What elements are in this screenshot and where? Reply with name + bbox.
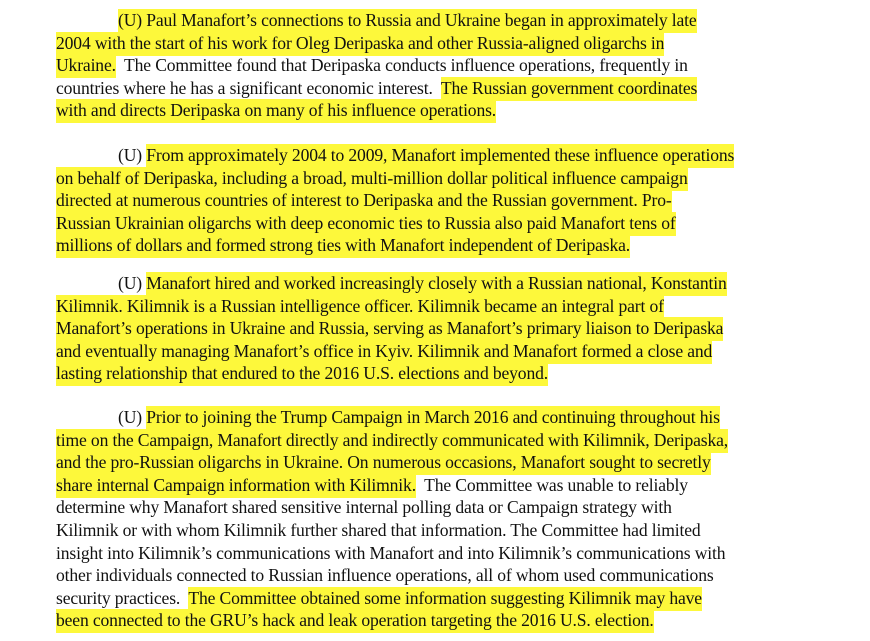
paragraph-line [56, 167, 816, 190]
line-segment: other individuals connected to Russian influence operations, all of whom used communications [56, 565, 714, 586]
line-segment: millions of dollars and formed strong ties with Manafort independent of Deripaska. [56, 234, 630, 258]
line-segment: Paul Manafort’s connections to Russia and Ukraine began in approximately late [146, 10, 697, 30]
classification-marker: (U) [118, 407, 142, 427]
line-segment: share internal Campaign information with Kilimnik. [56, 474, 416, 498]
line-segment: on behalf of Deripaska, including a broad, multi-million dollar political influence campaign [56, 167, 688, 191]
paragraph-line [56, 362, 816, 385]
line-segment: Russian Ukrainian oligarchs with deep economic ties to Russia also paid Manafort tens of [56, 212, 676, 236]
line-segment: with and directs Deripaska on many of his influence operations. [56, 99, 496, 123]
paragraph-line [56, 340, 816, 363]
classification-marker: (U) [118, 10, 142, 30]
line-segment: Kilimnik or with whom Kilimnik further shared that information. The Committee had limited [56, 519, 701, 540]
line-segment: From approximately 2004 to 2009, Manafort implemented these influence operations [146, 144, 734, 168]
line-segment: Manafort’s operations in Ukraine and Russia, serving as Manafort’s primary liaison to Deripaska [56, 317, 723, 341]
paragraph-line [56, 99, 816, 122]
line-segment: The Committee found that Deripaska conducts influence operations, frequently in [115, 55, 688, 76]
paragraph-line [56, 587, 816, 610]
paragraph-line [56, 295, 816, 318]
paragraph-line [56, 496, 816, 519]
line-segment: and the pro-Russian oligarchs in Ukraine. On numerous occasions, Manafort sought to secretly [56, 451, 711, 475]
paragraph-line [56, 474, 816, 497]
line-segment: time on the Campaign, Manafort directly and indirectly communicated with Kilimnik, Deripaska, [56, 429, 728, 453]
paragraph-line [56, 189, 816, 212]
line-segment: 2004 with the start of his work for Oleg Deripaska and other Russia-aligned oligarchs in [56, 32, 664, 56]
paragraph-line [56, 9, 816, 32]
paragraph-line [56, 406, 816, 429]
line-segment: insight into Kilimnik’s communications with Manafort and into Kilimnik’s communications with [56, 542, 726, 563]
line-segment: The Committee obtained some information suggesting Kilimnik may have [188, 587, 702, 611]
paragraph-line [56, 542, 816, 565]
line-segment: security practices. [56, 587, 189, 608]
paragraph-line [56, 609, 816, 632]
paragraph-line [56, 519, 816, 542]
line-segment: and eventually managing Manafort’s office in Kyiv. Kilimnik and Manafort formed a close and [56, 340, 712, 364]
paragraph-line [56, 317, 816, 340]
paragraph-campaign-communications [56, 406, 816, 632]
line-segment: The Russian government coordinates [441, 77, 697, 101]
paragraph-line [56, 212, 816, 235]
paragraph-kilimnik [56, 272, 816, 385]
line-segment: lasting relationship that endured to the 2016 U.S. elections and beyond. [56, 362, 548, 386]
paragraph-manafort-connections [56, 9, 816, 122]
line-segment: been connected to the GRU’s hack and leak operation targeting the 2016 U.S. election. [56, 609, 654, 633]
line-segment: Prior to joining the Trump Campaign in March 2016 and continuing throughout his [146, 406, 720, 430]
line-segment: Kilimnik. Kilimnik is a Russian intelligence officer. Kilimnik became an integral part of [56, 295, 664, 319]
line-segment: countries where he has a significant economic interest. [56, 77, 441, 98]
line-segment: Ukraine. [56, 54, 116, 78]
classification-marker: (U) [118, 145, 142, 165]
paragraph-line [56, 429, 816, 452]
line-segment: Manafort hired and worked increasingly closely with a Russian national, Konstantin [146, 272, 726, 296]
paragraph-line [56, 54, 816, 77]
paragraph-line [56, 451, 816, 474]
paragraph-line [56, 272, 816, 295]
line-segment: The Committee was unable to reliably [415, 474, 688, 495]
line-segment: determine why Manafort shared sensitive internal polling data or Campaign strategy with [56, 497, 672, 518]
paragraph-line [56, 77, 816, 100]
paragraph-line [56, 234, 816, 257]
line-segment: directed at numerous countries of interest to Deripaska and the Russian government. Pro- [56, 189, 672, 213]
paragraph-line [56, 564, 816, 587]
paragraph-line [56, 32, 816, 55]
paragraph-influence-operations [56, 144, 816, 257]
classification-marker: (U) [118, 273, 142, 293]
paragraph-line [56, 144, 816, 167]
